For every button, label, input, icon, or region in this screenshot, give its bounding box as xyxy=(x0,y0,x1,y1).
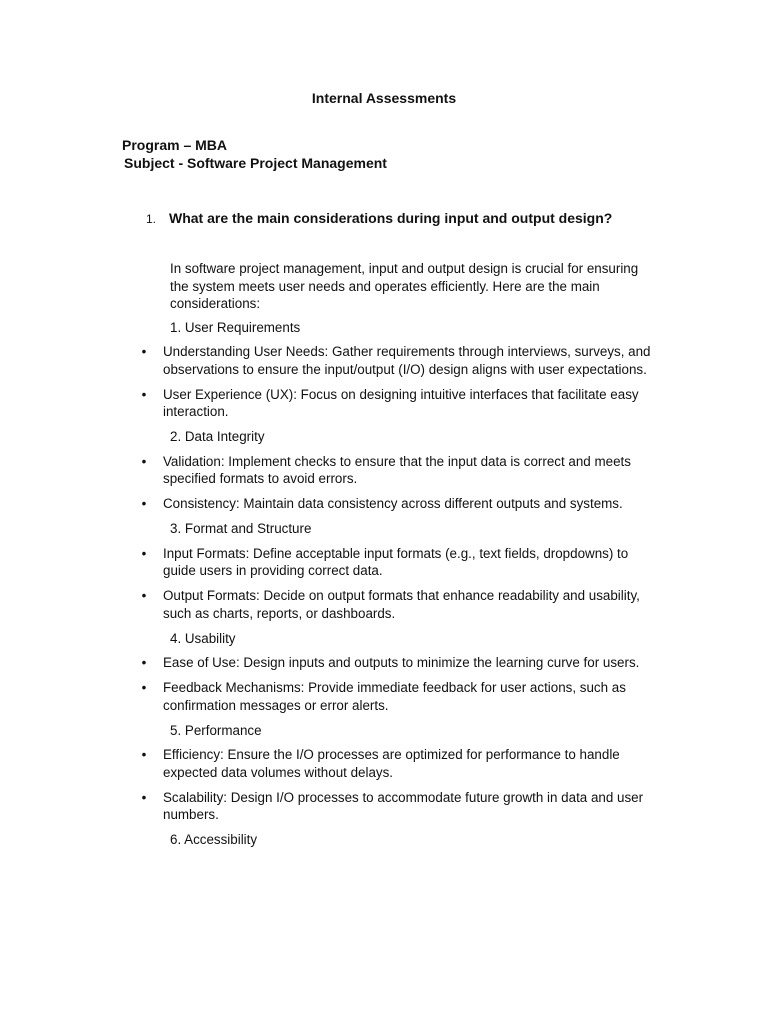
program-line: Program – MBA xyxy=(122,137,228,153)
bullet-icon: • xyxy=(141,453,147,469)
bullet-text: Feedback Mechanisms: Provide immediate feedback for user actions, such as confirmation messages or error alerts. xyxy=(163,680,626,713)
bullet-text: Understanding User Needs: Gather requirements through interviews, surveys, and observations to ensure the input/output (I/O) design aligns with user expectations. xyxy=(163,344,651,377)
bullet-item xyxy=(141,343,658,378)
bullet-icon: • xyxy=(141,496,147,511)
section-user-requirements xyxy=(0,319,768,421)
bullet-icon: • xyxy=(141,344,147,359)
bullet-text: Consistency: Maintain data consistency across different outputs and systems. xyxy=(163,496,623,511)
section-heading: 4. Usability xyxy=(170,630,236,646)
document-title: Internal Assessments xyxy=(311,90,457,106)
bullet-text: Ease of Use: Design inputs and outputs to minimize the learning curve for users. xyxy=(163,655,640,670)
question-1 xyxy=(146,210,666,226)
section-heading: 5. Performance xyxy=(170,722,262,738)
intro-paragraph: In software project management, input and output design is crucial for ensuring the system meets user needs and operates efficiently. Here are the main considerations: xyxy=(170,261,639,311)
bullet-item xyxy=(141,746,658,781)
bullet-text: Validation: Implement checks to ensure that the input data is correct and meets specified formats to avoid errors. xyxy=(163,453,631,486)
bullet-text: Scalability: Design I/O processes to accommodate future growth in data and user numbers. xyxy=(163,789,644,822)
subject-line: Subject - Software Project Management xyxy=(124,155,387,171)
bullet-item xyxy=(141,453,658,488)
section-heading: 6. Accessibility xyxy=(170,832,258,847)
bullet-icon: • xyxy=(141,545,147,561)
bullet-icon: • xyxy=(141,680,147,695)
section-heading: 1. User Requirements xyxy=(170,319,301,335)
bullet-text: Efficiency: Ensure the I/O processes are optimized for performance to handle expected data volumes without delays. xyxy=(163,747,620,780)
bullet-icon: • xyxy=(141,655,147,670)
bullet-icon: • xyxy=(141,747,147,762)
question-text: What are the main considerations during input and output design? xyxy=(169,210,613,226)
section-heading: 2. Data Integrity xyxy=(170,429,265,444)
section-accessibility xyxy=(0,831,768,849)
bullet-text: Output Formats: Decide on output formats that enhance readability and usability, such as charts, reports, or dashboards. xyxy=(163,588,640,621)
bullet-icon: • xyxy=(141,386,147,402)
bullet-item xyxy=(141,587,658,622)
section-performance xyxy=(0,722,768,824)
section-usability xyxy=(0,630,768,715)
bullet-icon: • xyxy=(141,789,147,805)
bullet-text: User Experience (UX): Focus on designing intuitive interfaces that facilitate easy interaction. xyxy=(163,386,639,419)
bullet-item xyxy=(141,654,658,672)
section-data-integrity xyxy=(0,428,768,513)
bullet-item xyxy=(141,545,658,580)
bullet-icon: • xyxy=(141,588,147,603)
bullet-item xyxy=(141,495,658,513)
bullet-item xyxy=(141,679,658,714)
bullet-item xyxy=(141,789,658,824)
bullet-item xyxy=(141,386,658,421)
question-number: 1. xyxy=(146,212,157,226)
section-format-and-structure xyxy=(0,520,768,622)
section-heading: 3. Format and Structure xyxy=(170,521,312,536)
bullet-text: Input Formats: Define acceptable input formats (e.g., text fields, dropdowns) to guide users in providing correct data. xyxy=(163,545,629,578)
answer-body xyxy=(0,260,768,856)
